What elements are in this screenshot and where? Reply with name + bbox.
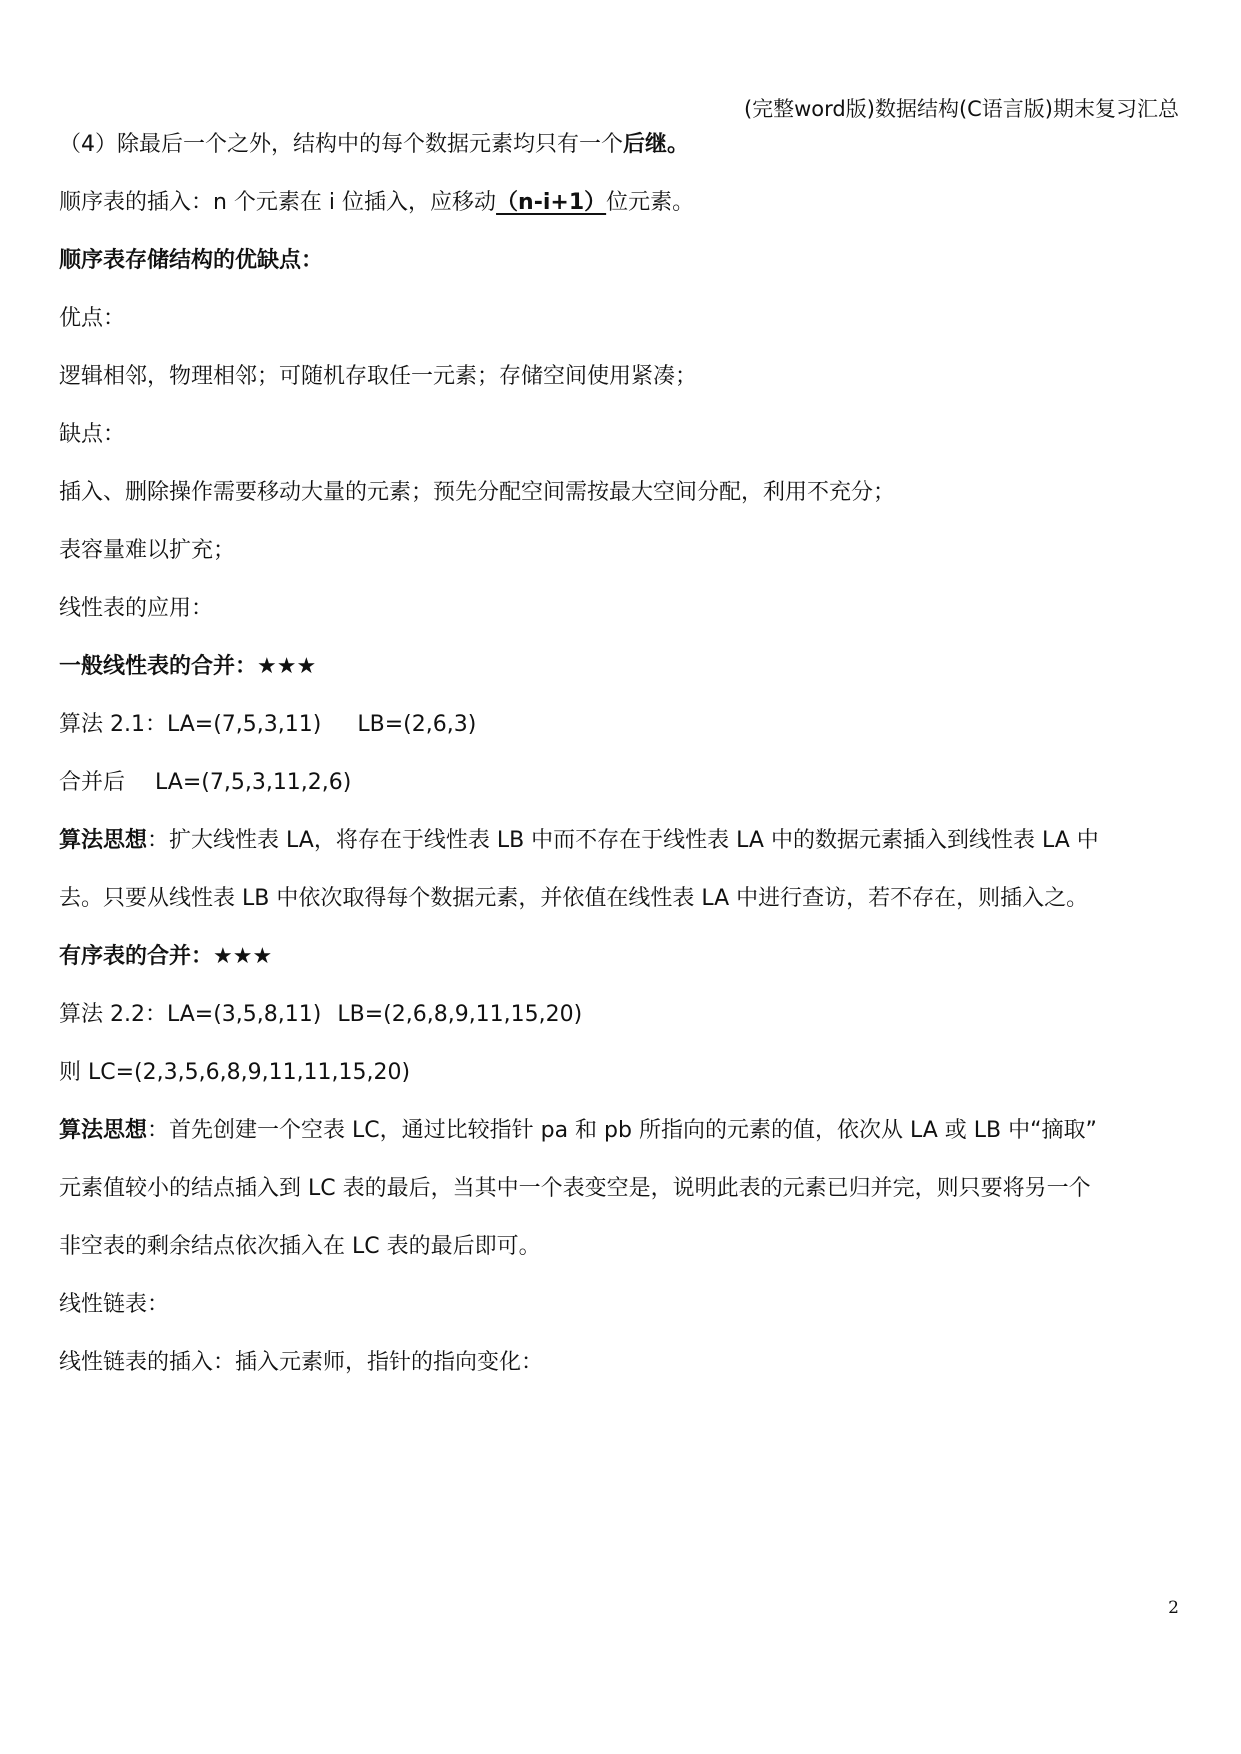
- lc-result: 则 LC=(2,3,5,6,8,9,11,11,15,20): [59, 1060, 411, 1085]
- paragraph-sequential-insert: [59, 188, 1184, 218]
- merge-result-label: 合并后: [59, 770, 126, 795]
- algorithm-2-1: [59, 710, 1184, 740]
- heading-general-merge: 一般线性表的合并：★★★: [59, 654, 317, 679]
- merge-result-value: LA=(7,5,3,11,2,6): [155, 770, 352, 795]
- successor-text: （4）除最后一个之外，结构中的每个数据元素均只有一个: [59, 132, 623, 157]
- algorithm-idea-2-cont-2: 非空表的剩余结点依次插入在 LC 表的最后即可。: [59, 1234, 541, 1259]
- algorithm-idea-2-text: ：首先创建一个空表 LC，通过比较指针 pa 和 pb 所指向的元素的值，依次从 LA 或 LB 中“摘取”: [147, 1118, 1097, 1143]
- algorithm-idea-1: [59, 826, 1184, 856]
- algorithm-idea-2-cont: 元素值较小的结点插入到 LC 表的最后，当其中一个表变空是，说明此表的元素已归并完，则只要将另一个: [59, 1176, 1091, 1201]
- algorithm-2-2-la: 算法 2.2：LA=(3,5,8,11): [59, 1002, 322, 1027]
- cons-text-2: 表容量难以扩充；: [59, 538, 236, 563]
- linked-list-insert: 线性链表的插入：插入元素师，指针的指向变化：: [59, 1350, 544, 1375]
- algorithm-idea-1-cont: 去。只要从线性表 LB 中依次取得每个数据元素，并依值在线性表 LA 中进行查访，若不存在，则插入之。: [59, 886, 1089, 911]
- cons-text: 插入、删除操作需要移动大量的元素；预先分配空间需按最大空间分配，利用不充分；: [59, 480, 896, 505]
- pros-text: 逻辑相邻，物理相邻；可随机存取任一元素；存储空间使用紧凑；: [59, 364, 698, 389]
- cons-label: 缺点：: [59, 422, 126, 447]
- heading-ordered-merge: 有序表的合并：★★★: [59, 944, 273, 969]
- page-number: 2: [1168, 1598, 1179, 1618]
- algorithm-2-2-lb: LB=(2,6,8,9,11,15,20): [337, 1002, 583, 1027]
- algorithm-2-1-la: 算法 2.1：LA=(7,5,3,11): [59, 712, 322, 737]
- linear-list-application: 线性表的应用：: [59, 596, 214, 621]
- merge-result: [59, 768, 1184, 798]
- insert-formula: （n-i+1）: [496, 190, 607, 215]
- algorithm-idea-2: [59, 1116, 1184, 1146]
- algorithm-idea-2-label: 算法思想: [59, 1118, 148, 1143]
- paragraph-successor: [59, 130, 1184, 160]
- heading-pros-cons: 顺序表存储结构的优缺点：: [59, 248, 324, 273]
- pros-label: 优点：: [59, 306, 126, 331]
- algorithm-2-2: [59, 1000, 1184, 1030]
- algorithm-2-1-lb: LB=(2,6,3): [357, 712, 477, 737]
- insert-text: 顺序表的插入：n 个元素在 i 位插入，应移动: [59, 190, 497, 215]
- successor-bold: 后继。: [623, 132, 690, 157]
- insert-tail: 位元素。: [606, 190, 695, 215]
- algorithm-idea-text: ：扩大线性表 LA，将存在于线性表 LB 中而不存在于线性表 LA 中的数据元素插入到线性表 LA 中: [147, 828, 1099, 853]
- linked-list-label: 线性链表：: [59, 1292, 170, 1317]
- document-header: (完整word版)数据结构(C语言版)期末复习汇总: [743, 97, 1179, 121]
- algorithm-idea-label: 算法思想: [59, 828, 148, 853]
